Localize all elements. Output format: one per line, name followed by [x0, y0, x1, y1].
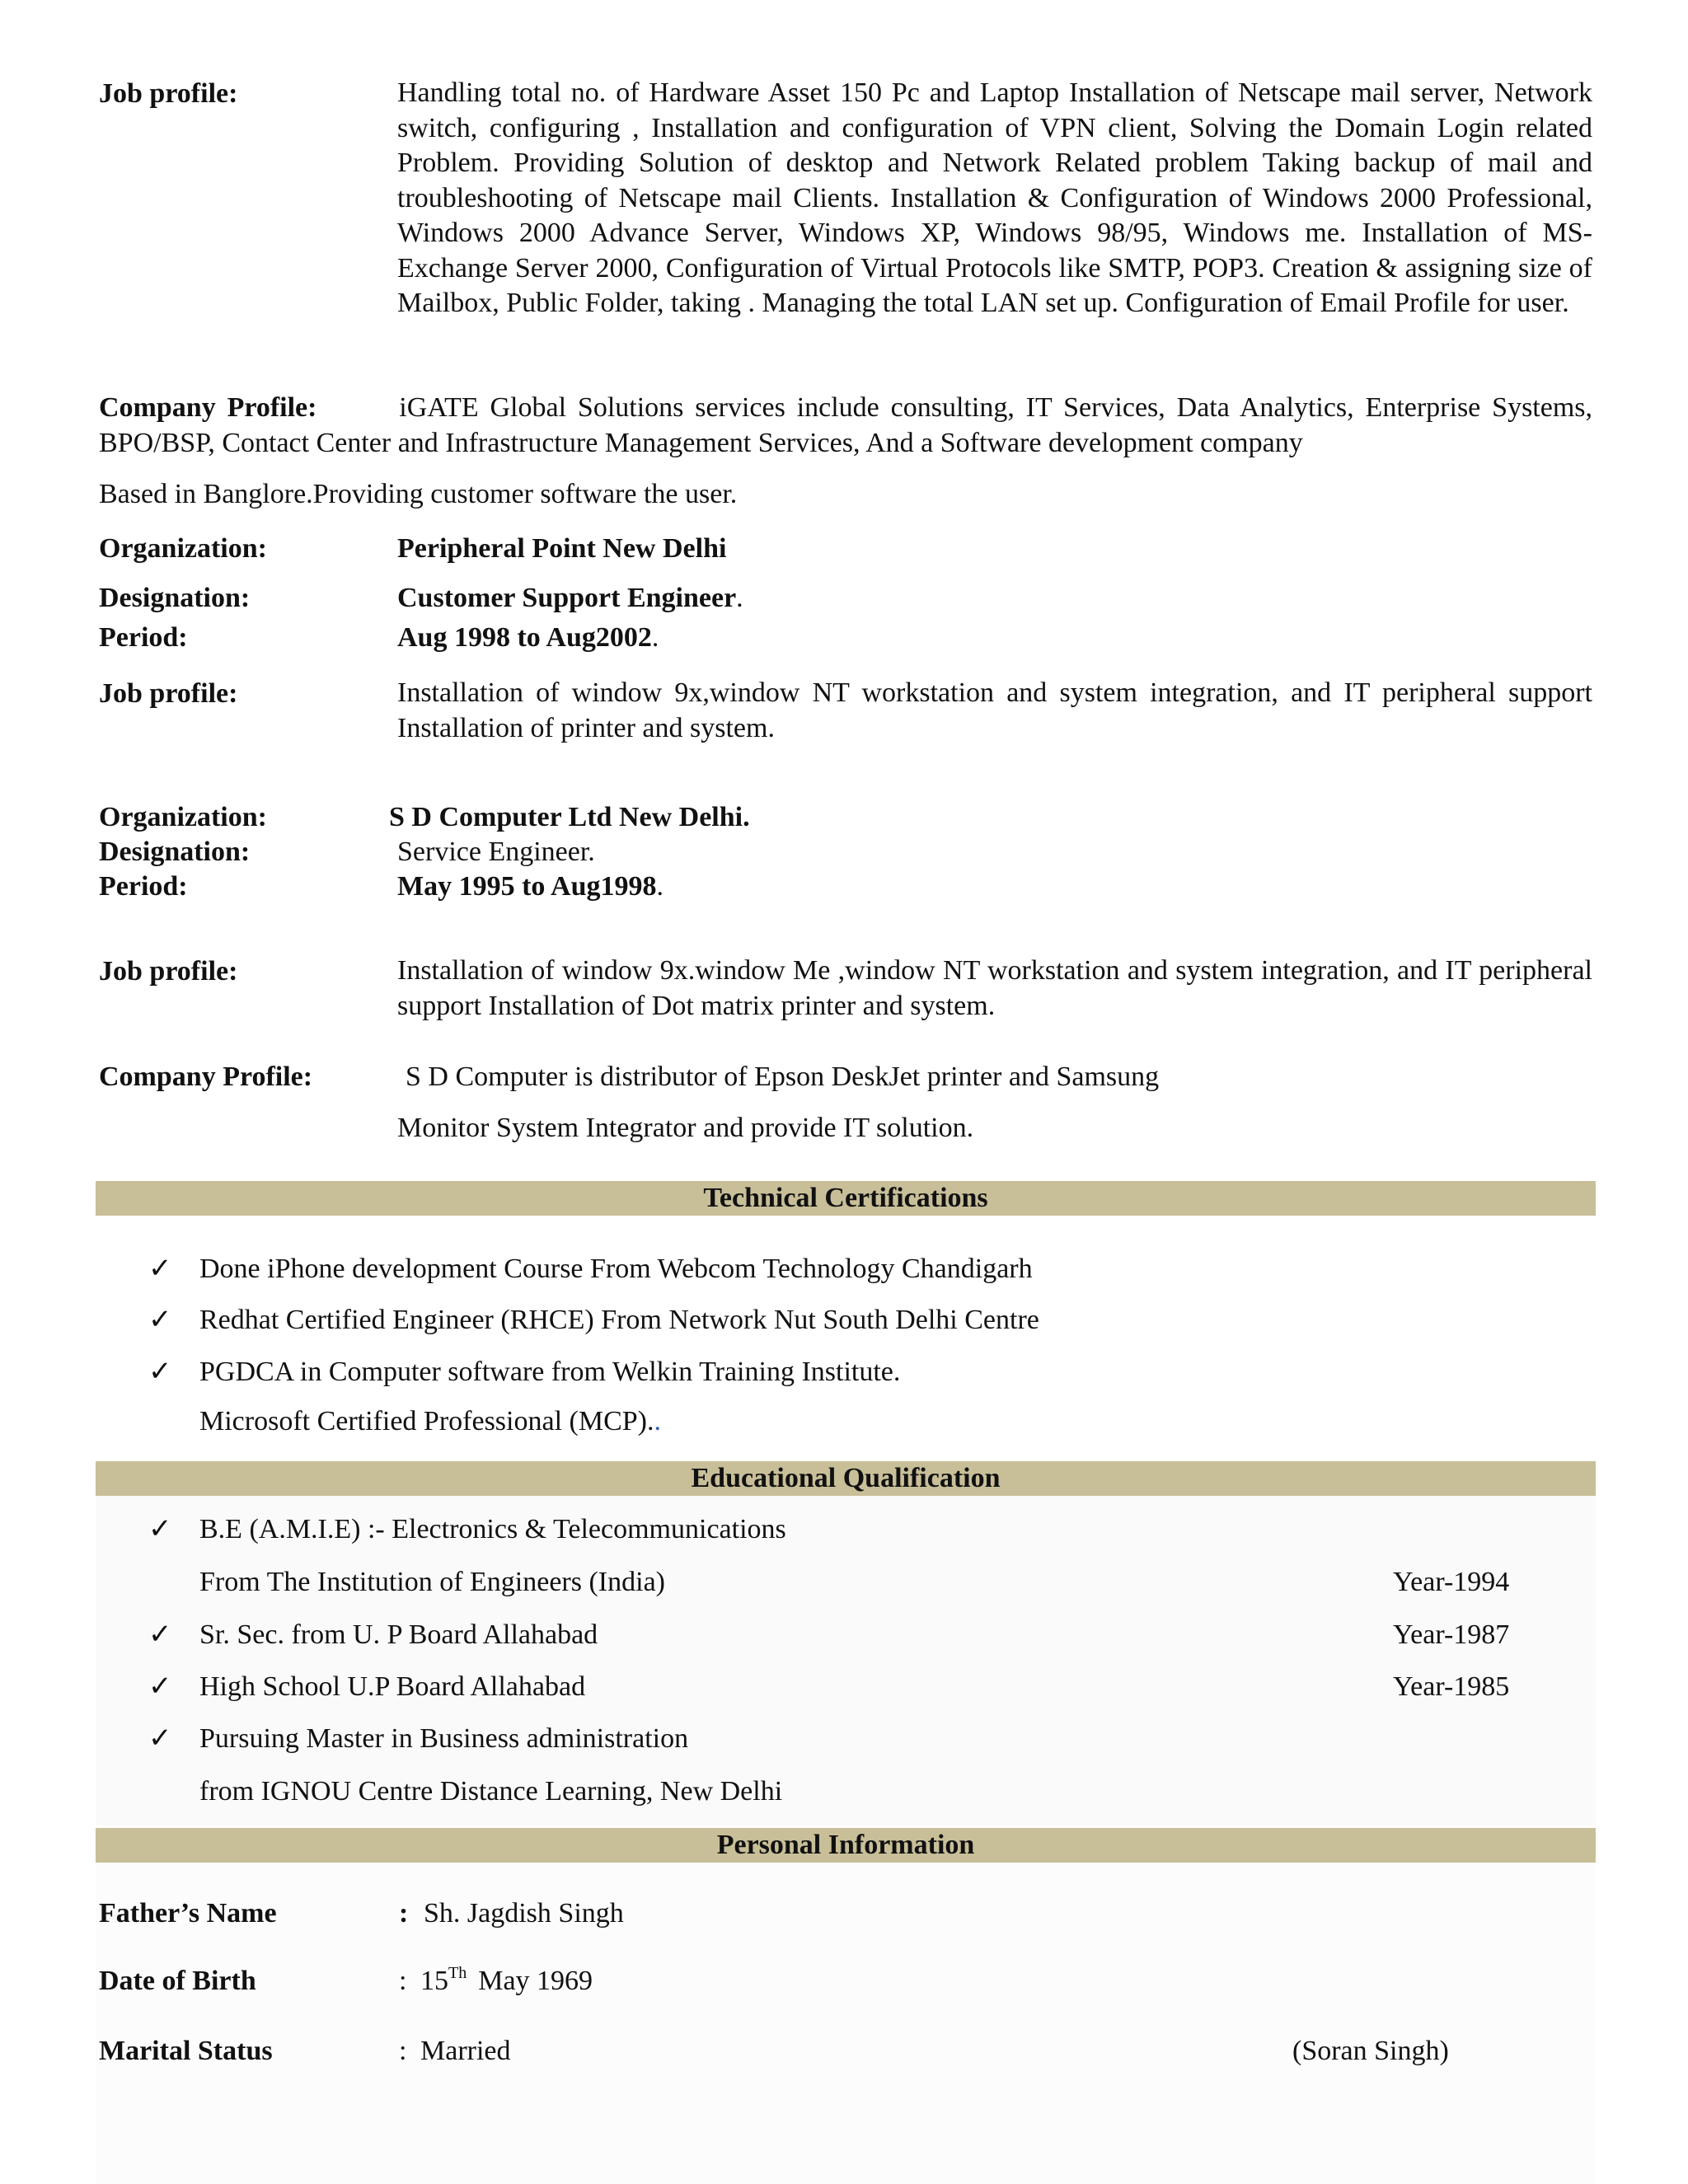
company-profile-text: iGATE Global Solutions services include consulting, IT Services, Data Analytics, Enterprise Systems, BPO/BSP, Contact Center and Infrastructure Management Services, And a Software development company: [99, 392, 1593, 458]
certification-item: Redhat Certified Engineer (RHCE) From Network Nut South Delhi Centre: [199, 1305, 1039, 1335]
period-line: [397, 620, 659, 656]
education-item-line2: From The Institution of Engineers (India): [199, 1567, 665, 1597]
father-name-value: Sh. Jagdish Singh: [424, 1898, 624, 1929]
father-name-label: Father’s Name: [99, 1898, 277, 1929]
dob-value: [420, 1963, 593, 1999]
check-icon: ✓: [148, 1514, 172, 1544]
job-profile-text: Installation of window 9x.window Me ,window NT workstation and system integration, and IT peripheral support Installation of Dot matrix printer and system.: [397, 955, 1592, 1021]
company-profile-label: Company Profile:: [99, 1062, 313, 1092]
company-profile-paragraph: [99, 391, 1592, 461]
dob-day: 15: [420, 1966, 448, 1996]
designation-suffix: .: [736, 583, 743, 613]
job-profile-text: Installation of window 9x,window NT workstation and system integration, and IT peripheral support Installation of printer and system.: [397, 677, 1592, 743]
father-name-colon: :: [399, 1898, 409, 1929]
education-year: Year-1994: [1393, 1567, 1510, 1597]
signature-name: (Soran Singh): [1292, 2036, 1449, 2066]
check-icon: ✓: [148, 1671, 172, 1702]
education-year: Year-1985: [1393, 1671, 1510, 1702]
marital-status-label: Marital Status: [99, 2036, 273, 2066]
period-label: Period:: [99, 622, 188, 653]
education-item: Pursuing Master in Business administration: [199, 1723, 689, 1754]
education-item: High School U.P Board Allahabad: [199, 1671, 586, 1702]
company-profile-extra: Based in Banglore.Providing customer software the user.: [99, 479, 738, 509]
designation-value: Service Engineer.: [397, 837, 595, 867]
company-profile-label: Company Profile:: [99, 392, 317, 423]
education-year: Year-1987: [1393, 1619, 1510, 1650]
dob-rest: May 1969: [478, 1966, 593, 1996]
marital-status-colon: :: [399, 2036, 407, 2066]
designation-value: Customer Support Engineer: [397, 583, 737, 613]
company-profile-line1: S D Computer is distributor of Epson DeskJet printer and Samsung: [406, 1062, 1160, 1092]
certification-item: Microsoft Certified Professional (MCP).: [199, 1406, 654, 1436]
personal-heading: Personal Information: [96, 1828, 1596, 1863]
check-icon: ✓: [148, 1619, 172, 1650]
trailing-dot: .: [654, 1406, 661, 1436]
dob-label: Date of Birth: [99, 1966, 256, 1996]
education-heading: Educational Qualification: [96, 1461, 1596, 1496]
education-item-line2: from IGNOU Centre Distance Learning, New Delhi: [199, 1776, 783, 1807]
check-icon: ✓: [148, 1723, 172, 1754]
organization-label: Organization:: [99, 533, 267, 564]
dob-colon: :: [399, 1966, 407, 1996]
check-icon: ✓: [148, 1254, 172, 1284]
period-line: [397, 869, 663, 905]
designation-line: [397, 580, 743, 616]
check-icon: ✓: [148, 1357, 172, 1387]
job-profile-text: Handling total no. of Hardware Asset 150 Pc and Laptop Installation of Netscape mail server, Network switch, configuring , Installation and configuration of VPN client, Solving the Domain Login related Problem. Providing Solution of desktop and Network Related problem Taking backup of mail and troubleshooting of Netscape mail Clients. Installation & Configuration of Windows 2000 Professional, Windows 2000 Advance Server, Windows XP, Windows 98/95, Windows me. Installation of MS-Exchange Server 2000, Configuration of Virtual Protocols like SMTP, POP3. Creation & assigning size of Mailbox, Public Folder, taking . Managing the total LAN set up. Configuration of Email Profile for user.: [397, 77, 1592, 318]
certification-item-line: [199, 1404, 661, 1440]
certification-item: Done iPhone development Course From Webcom Technology Chandigarh: [199, 1254, 1033, 1284]
company-profile-line2: Monitor System Integrator and provide IT solution.: [397, 1113, 974, 1143]
education-item: B.E (A.M.I.E) :- Electronics & Telecommunications: [199, 1514, 786, 1544]
period-value: May 1995 to Aug1998: [397, 871, 657, 902]
designation-label: Designation:: [99, 583, 251, 613]
period-suffix: .: [651, 622, 659, 653]
job-profile-label: Job profile:: [99, 956, 238, 987]
organization-label: Organization:: [99, 802, 267, 832]
certification-item: PGDCA in Computer software from Welkin Training Institute.: [199, 1357, 901, 1387]
education-item: Sr. Sec. from U. P Board Allahabad: [199, 1619, 598, 1650]
period-label: Period:: [99, 871, 188, 902]
organization-value: Peripheral Point New Delhi: [397, 533, 727, 564]
period-suffix: .: [656, 871, 663, 902]
check-icon: ✓: [148, 1305, 172, 1335]
marital-status-value: Married: [420, 2036, 511, 2066]
designation-label: Designation:: [99, 837, 251, 867]
dob-suffix: Th: [448, 1964, 467, 1982]
certifications-heading: Technical Certifications: [96, 1181, 1596, 1216]
personal-section-background: [96, 1863, 1596, 2184]
organization-value: S D Computer Ltd New Delhi.: [389, 802, 750, 832]
job-profile-label: Job profile:: [99, 78, 238, 109]
period-value: Aug 1998 to Aug2002: [397, 622, 652, 653]
job-profile-label: Job profile:: [99, 678, 238, 709]
